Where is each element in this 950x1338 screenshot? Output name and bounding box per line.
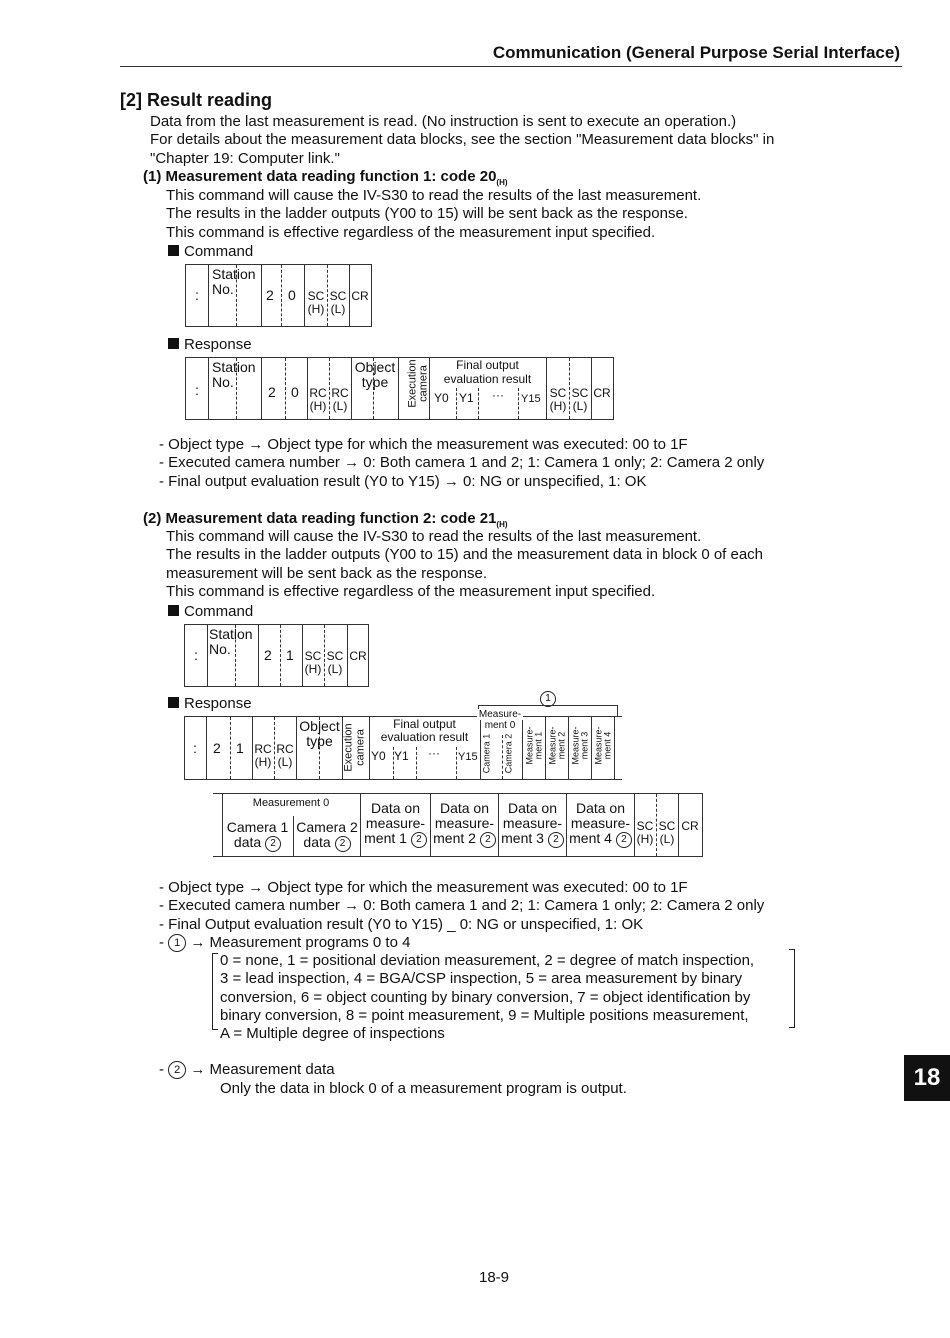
- note-line: [159, 1061, 335, 1079]
- function2-notes: [159, 879, 764, 952]
- code-digit-1: 2: [266, 287, 274, 303]
- description-line: This command is effective regardless of the measurement input specified.: [166, 582, 656, 600]
- m4-data-label-2: measure-: [570, 815, 631, 831]
- measurement1-label: Measure-: [524, 726, 535, 765]
- note-line: - Executed camera number → 0: Both camera 1 and 2; 1: Camera 1 only; 2: Camera 2 only: [159, 897, 765, 915]
- code-digit-1: 2: [213, 740, 221, 756]
- measurement1-label-2: ment 1: [533, 731, 544, 760]
- square-bullet-icon: [168, 605, 179, 616]
- measurement4-label-2: ment 4: [602, 731, 613, 760]
- intro-line: "Chapter 19: Computer link.": [150, 149, 340, 167]
- note-line: - Final output evaluation result (Y0 to Y15) → 0: NG or unspecified, 1: OK: [159, 472, 647, 490]
- rc-h-sub: (H): [254, 755, 272, 769]
- sc-h-sub: (H): [636, 832, 654, 846]
- description-line: The results in the ladder outputs (Y00 to 15) and the measurement data in block 0 of each: [166, 546, 764, 564]
- sc-h-label: SC: [549, 386, 567, 400]
- f2-command-frame: [184, 624, 369, 687]
- circled-number: 1: [168, 934, 186, 952]
- y1-label: Y1: [459, 391, 474, 405]
- ment-word: ment 2: [433, 830, 476, 846]
- object-type-label: Object: [299, 718, 340, 734]
- note-prefix: -: [159, 933, 169, 951]
- f1-response-frame: [185, 357, 614, 420]
- sc-l-label: SC: [571, 386, 589, 400]
- ment-word: ment 1: [364, 830, 407, 846]
- ment-word: ment 3: [501, 830, 544, 846]
- circled-number: 1: [540, 691, 556, 707]
- m2-data-label: Data on: [439, 800, 490, 816]
- function1-title-text: (1) Measurement data reading function 1: code 20: [143, 168, 497, 185]
- right-bracket: [789, 949, 795, 1028]
- response-label: Response: [184, 336, 252, 353]
- page-number: 18-9: [479, 1269, 510, 1286]
- rc-l-label: RC: [331, 386, 349, 400]
- colon-field: :: [193, 740, 197, 756]
- code-digit-1: 2: [264, 647, 272, 663]
- circled-number: 2: [480, 832, 496, 848]
- description-line: This command will cause the IV-S30 to read the results of the last measurement.: [166, 528, 702, 545]
- sc-h-label: SC: [307, 289, 325, 303]
- sc-h-sub: (H): [307, 302, 325, 316]
- m1-data-label: Data on: [370, 800, 421, 816]
- execution-camera-label: Execution: [406, 359, 419, 408]
- description-line: measurement will be sent back as the response.: [166, 564, 487, 582]
- intro-line: For details about the measurement data blocks, see the section "Measurement data blocks" in: [150, 131, 775, 149]
- chapter-tab: 18: [904, 1055, 950, 1101]
- circled-number: 2: [616, 832, 632, 848]
- measurement4-label: Measure-: [593, 726, 604, 765]
- m2-data-label-2: measure-: [434, 815, 495, 831]
- note-line: - Object type → Object type for which the measurement was executed: 00 to 1F: [159, 436, 688, 453]
- program-line: 0 = none, 1 = positional deviation measurement, 2 = degree of match inspection,: [220, 952, 755, 969]
- code-digit-2: 0: [288, 287, 296, 303]
- final-output-label: Final output: [393, 717, 456, 731]
- code-digit-2: 0: [291, 384, 299, 400]
- m2-data-label-3: [431, 831, 498, 848]
- colon-field: :: [195, 287, 199, 303]
- y0-label: Y0: [371, 749, 386, 763]
- sc-l-label: SC: [329, 289, 347, 303]
- sc-l-sub: (L): [659, 832, 675, 846]
- final-output-label: Final output: [456, 358, 519, 372]
- cr-field: CR: [351, 289, 369, 303]
- sc-h-label: SC: [304, 649, 322, 663]
- colon-field: :: [195, 382, 199, 398]
- y1-label: Y1: [394, 749, 409, 763]
- program-line: binary conversion, 8 = point measurement, 9 = Multiple positions measurement,: [220, 1006, 749, 1024]
- function2-description: [166, 528, 763, 601]
- circled-number: 2: [168, 1061, 186, 1079]
- measurement-data-desc: Only the data in block 0 of a measurement program is output.: [220, 1080, 627, 1097]
- m3-data-label-2: measure-: [502, 815, 563, 831]
- measurement2-label: Measure-: [547, 726, 558, 765]
- ellipsis-label: ···: [492, 388, 504, 402]
- y15-label: Y15: [458, 751, 478, 763]
- command-heading: [168, 243, 253, 261]
- circled-number: 2: [548, 832, 564, 848]
- camera1-data-label-2: [222, 835, 293, 852]
- note-line: - Final Output evaluation result (Y0 to Y15) _ 0: NG or unspecified, 1: OK: [159, 915, 644, 933]
- rc-l-label: RC: [276, 742, 294, 756]
- f1-command-frame: [185, 264, 372, 327]
- function1-notes: [159, 436, 764, 491]
- data-word: data: [303, 834, 331, 850]
- response-label: Response: [184, 695, 252, 712]
- station-no-label: No.: [209, 641, 231, 657]
- sc-h-sub: (H): [304, 662, 322, 676]
- colon-field: :: [194, 647, 198, 663]
- final-output-label-2: evaluation result: [443, 372, 532, 386]
- f2-response-data-frame: [213, 793, 703, 857]
- command-label: Command: [184, 243, 254, 260]
- code-digit-2: 1: [236, 740, 244, 756]
- camera1-data-label: Camera 1: [226, 819, 289, 835]
- m3-data-label-3: [499, 831, 566, 848]
- data-word: data: [233, 834, 262, 850]
- station-no-label: No.: [212, 374, 234, 390]
- circled-number: 2: [335, 836, 351, 852]
- note-text: → Measurement data: [186, 1061, 335, 1078]
- measurement3-label-2: ment 3: [579, 731, 590, 760]
- sc-h-label: SC: [636, 819, 654, 833]
- ment-word: ment 4: [569, 830, 612, 846]
- station-label: Station: [209, 626, 253, 642]
- program-line: conversion, 6 = object counting by binary conversion, 7 = object identification by: [220, 988, 751, 1006]
- sc-l-sub: (L): [572, 399, 588, 413]
- function2-title-text: (2) Measurement data reading function 2: code 21: [143, 510, 497, 527]
- rc-h-label: RC: [309, 386, 327, 400]
- program-line: A = Multiple degree of inspections: [220, 1025, 445, 1043]
- command-label: Command: [184, 603, 254, 620]
- cr-field: CR: [593, 386, 611, 400]
- sc-l-sub: (L): [330, 302, 346, 316]
- y0-label: Y0: [434, 391, 449, 405]
- square-bullet-icon: [168, 697, 179, 708]
- station-label: Station: [212, 359, 256, 375]
- section-title: [2] Result reading: [120, 90, 273, 110]
- function1-title-subscript: (H): [496, 178, 508, 187]
- sc-h-sub: (H): [549, 399, 567, 413]
- left-bracket: [212, 953, 218, 1030]
- y15-label: Y15: [521, 393, 541, 405]
- rc-l-sub: (L): [332, 399, 348, 413]
- object-type-label-2: type: [361, 374, 389, 390]
- intro-text: [150, 113, 774, 168]
- function1-description: [166, 187, 701, 242]
- note-line: - Object type → Object type for which the measurement was executed: 00 to 1F: [159, 879, 688, 896]
- execution-camera-label-2: camera: [417, 365, 430, 402]
- cr-field: CR: [681, 819, 699, 833]
- note-prefix: -: [159, 1061, 169, 1078]
- intro-line: Data from the last measurement is read. (No instruction is sent to execute an operation.): [150, 113, 737, 130]
- circled-number: 2: [265, 836, 281, 852]
- note-line: [159, 934, 764, 952]
- running-header: Communication (General Purpose Serial Interface): [492, 43, 900, 62]
- note-text: → Measurement programs 0 to 4: [186, 933, 411, 951]
- m1-data-label-3: [361, 831, 430, 848]
- note-line: - Executed camera number → 0: Both camera 1 and 2; 1: Camera 1 only; 2: Camera 2 only: [159, 454, 765, 472]
- command-heading: [168, 603, 253, 621]
- camera2-label: Camera 2: [503, 733, 514, 774]
- measurement3-label: Measure-: [570, 726, 581, 765]
- code-digit-2: 1: [286, 647, 294, 663]
- description-line: This command is effective regardless of the measurement input specified.: [166, 223, 656, 241]
- camera2-data-label: Camera 2: [296, 819, 358, 835]
- measurement0-label-2: ment 0: [484, 720, 516, 731]
- response-heading: [168, 336, 252, 354]
- f2-response-frame: [184, 709, 622, 780]
- description-line: The results in the ladder outputs (Y00 to 15) will be sent back as the response.: [166, 205, 688, 223]
- sc-l-sub: (L): [327, 662, 343, 676]
- response-heading: [168, 695, 252, 713]
- m4-data-label: Data on: [575, 800, 626, 816]
- header-rule: [120, 66, 902, 67]
- object-type-label: Object: [354, 359, 396, 375]
- m1-data-label-2: measure-: [365, 815, 426, 831]
- sc-l-label: SC: [658, 819, 676, 833]
- measurement-data-note: [159, 1061, 335, 1079]
- station-no-label: No.: [212, 281, 234, 297]
- function2-title-subscript: (H): [496, 520, 508, 529]
- program-line: 3 = lead inspection, 4 = BGA/CSP inspection, 5 = area measurement by binary: [220, 970, 743, 988]
- cr-field: CR: [349, 649, 367, 663]
- rc-l-sub: (L): [277, 755, 293, 769]
- ellipsis-label: ···: [428, 746, 440, 760]
- m4-data-label-3: [567, 831, 634, 848]
- camera1-label: Camera 1: [481, 733, 492, 774]
- execution-camera-label: Execution: [342, 723, 355, 772]
- station-label: Station: [212, 266, 256, 282]
- m3-data-label: Data on: [507, 800, 558, 816]
- camera2-data-label-2: [294, 835, 360, 852]
- object-type-label-2: type: [306, 733, 333, 749]
- measurement0-header: Measurement 0: [252, 797, 330, 809]
- rc-h-sub: (H): [309, 399, 327, 413]
- measurement0-label: Measure-: [478, 709, 522, 720]
- execution-camera-label-2: camera: [354, 729, 367, 766]
- final-output-label-2: evaluation result: [380, 730, 469, 744]
- measurement2-label-2: ment 2: [556, 731, 567, 760]
- description-line: This command will cause the IV-S30 to read the results of the last measurement.: [166, 187, 702, 204]
- measurement-program-list: [220, 952, 754, 1043]
- rc-h-label: RC: [254, 742, 272, 756]
- square-bullet-icon: [168, 338, 179, 349]
- square-bullet-icon: [168, 245, 179, 256]
- sc-l-label: SC: [326, 649, 344, 663]
- code-digit-1: 2: [268, 384, 276, 400]
- circled-number: 2: [411, 832, 427, 848]
